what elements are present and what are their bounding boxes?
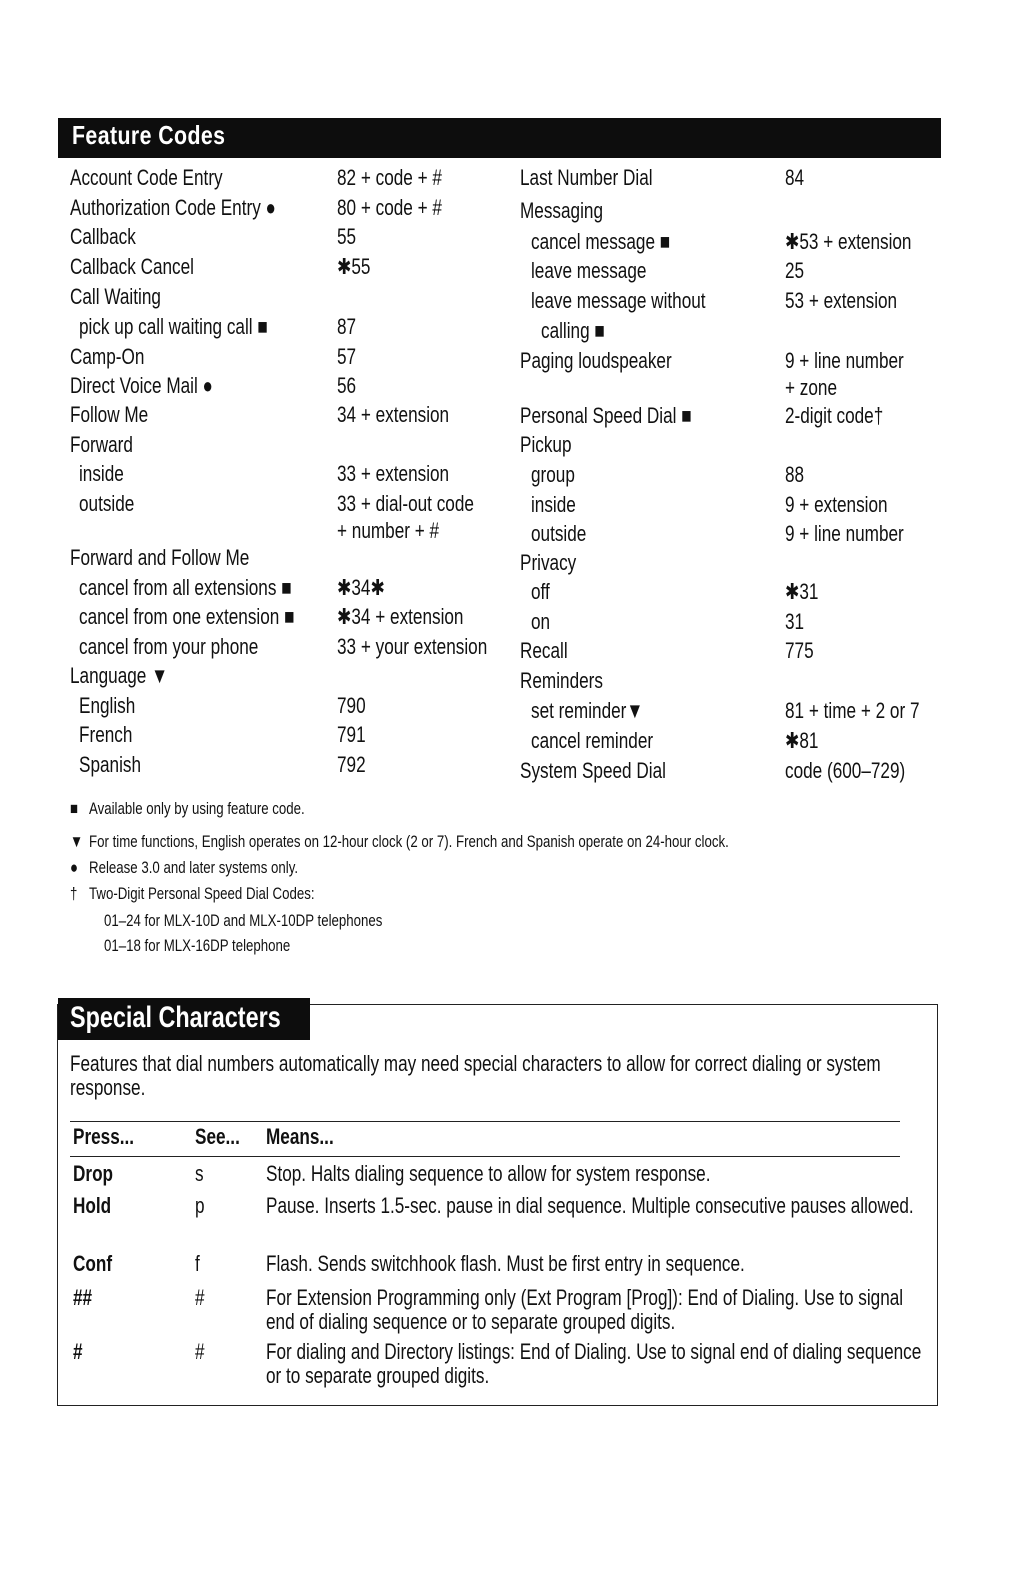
see-char: p: [195, 1193, 205, 1218]
see-char: #: [195, 1339, 205, 1364]
feature-code: 9 + extension: [785, 492, 888, 517]
meaning: Flash. Sends switchhook flash. Must be first entry in sequence.: [266, 1251, 745, 1276]
feature-code: ✱55: [337, 254, 371, 279]
meaning: For dialing and Directory listings: End of Dialing. Use to signal end of dialing sequence or to separate grouped digits.: [266, 1339, 922, 1388]
footnote-text: Available only by using feature code.: [89, 799, 305, 818]
special-characters-title: Special Characters: [70, 1001, 281, 1034]
footnote-mark: ●: [70, 858, 79, 877]
feature-label: Forward and Follow Me: [70, 545, 250, 570]
footnote-text: 01–24 for MLX-10D and MLX-10DP telephones: [104, 911, 383, 930]
feature-code: ✱34 + extension: [337, 604, 464, 629]
table-top-rule: [70, 1121, 900, 1122]
meaning: For Extension Programming only (Ext Program [Prog]): End of Dialing. Use to signal end of dialing sequence or to separate grouped digits.: [266, 1285, 904, 1334]
feature-label: set reminder▼: [531, 698, 644, 723]
feature-code: 31: [785, 609, 805, 634]
footnote-mark: ■: [70, 799, 79, 818]
feature-label: Reminders: [520, 668, 603, 693]
feature-label: cancel from all extensions ■: [79, 575, 292, 600]
feature-label: French: [79, 722, 133, 747]
feature-code: 81 + time + 2 or 7: [785, 698, 920, 723]
feature-code: 33 + your extension: [337, 634, 488, 659]
press-key: Hold: [73, 1193, 112, 1218]
feature-code: 9 + line number: [785, 521, 904, 546]
feature-code: 25: [785, 258, 805, 283]
feature-code: code (600–729): [785, 758, 906, 783]
feature-code: 87: [337, 314, 357, 339]
feature-code: 34 + extension: [337, 402, 450, 427]
feature-label: Recall: [520, 638, 568, 663]
feature-label: English: [79, 693, 136, 718]
feature-code: 775: [785, 638, 814, 663]
feature-label: Callback Cancel: [70, 254, 194, 279]
feature-label: Last Number Dial: [520, 165, 653, 190]
press-key: #: [73, 1339, 83, 1364]
column-header-see: See...: [195, 1124, 240, 1149]
feature-label: Callback: [70, 224, 136, 249]
feature-code: 84: [785, 165, 805, 190]
footnote-text: Release 3.0 and later systems only.: [89, 858, 299, 877]
feature-label: cancel message ■: [531, 229, 671, 254]
feature-code: 88: [785, 462, 805, 487]
footnote-text: For time functions, English operates on 12-hour clock (2 or 7). French and Spanish operate on 24-hour clock.: [89, 832, 729, 851]
footnote-mark: ▼: [70, 832, 84, 851]
press-key: Conf: [73, 1251, 113, 1276]
press-key: Drop: [73, 1161, 114, 1186]
feature-label: Account Code Entry: [70, 165, 223, 190]
feature-code: 57: [337, 344, 357, 369]
table-header-rule: [70, 1156, 900, 1157]
feature-label: Privacy: [520, 550, 577, 575]
feature-label: Messaging: [520, 198, 603, 223]
feature-code: 82 + code + #: [337, 165, 442, 190]
feature-codes-title: Feature Codes: [72, 120, 226, 150]
meaning: Stop. Halts dialing sequence to allow for system response.: [266, 1161, 711, 1186]
feature-code: 790: [337, 693, 366, 718]
feature-label: Direct Voice Mail ●: [70, 373, 213, 398]
see-char: f: [195, 1251, 200, 1276]
feature-code: 33 + dial-out code: [337, 491, 474, 516]
see-char: s: [195, 1161, 204, 1186]
feature-label: cancel from one extension ■: [79, 604, 295, 629]
feature-label: pick up call waiting call ■: [79, 314, 268, 339]
column-header-press: Press...: [73, 1124, 135, 1149]
feature-code: 33 + extension: [337, 461, 450, 486]
special-characters-intro: Features that dial numbers automatically may need special characters to allow for correct dialing or system response.: [70, 1051, 881, 1100]
see-char: #: [195, 1285, 205, 1310]
feature-label: System Speed Dial: [520, 758, 666, 783]
footnote-mark: †: [70, 884, 78, 903]
feature-label: Follow Me: [70, 402, 149, 427]
feature-code: 792: [337, 752, 366, 777]
feature-label: Personal Speed Dial ■: [520, 403, 692, 428]
feature-code: 80 + code + #: [337, 195, 442, 220]
feature-label: inside: [79, 461, 124, 486]
feature-label: cancel reminder: [531, 728, 654, 753]
feature-label: Call Waiting: [70, 284, 161, 309]
feature-label: Spanish: [79, 752, 142, 777]
feature-code: 791: [337, 722, 366, 747]
feature-code: 56: [337, 373, 357, 398]
press-key: ##: [73, 1285, 93, 1310]
feature-code: 9 + line number: [785, 348, 904, 373]
feature-label: inside: [531, 492, 576, 517]
feature-label: Language ▼: [70, 663, 169, 688]
column-header-means: Means...: [266, 1124, 334, 1149]
feature-code: 55: [337, 224, 357, 249]
feature-label: Authorization Code Entry ●: [70, 195, 276, 220]
feature-code: ✱34✱: [337, 575, 385, 600]
feature-code: 2-digit code†: [785, 403, 884, 428]
feature-label: Paging loudspeaker: [520, 348, 672, 373]
feature-code: ✱53 + extension: [785, 229, 912, 254]
feature-label: leave message without: [531, 288, 706, 313]
feature-code: + number + #: [337, 518, 440, 543]
footnote-text: 01–18 for MLX-16DP telephone: [104, 936, 291, 955]
footnote-text: Two-Digit Personal Speed Dial Codes:: [89, 884, 315, 903]
feature-label: cancel from your phone: [79, 634, 259, 659]
feature-code: 53 + extension: [785, 288, 898, 313]
feature-label: off: [531, 579, 550, 604]
feature-code: ✱31: [785, 579, 819, 604]
feature-label: calling ■: [541, 318, 605, 343]
feature-code: + zone: [785, 375, 838, 400]
feature-label: Forward: [70, 432, 133, 457]
meaning: Pause. Inserts 1.5-sec. pause in dial sequence. Multiple consecutive pauses allowed.: [266, 1193, 914, 1218]
feature-label: Camp-On: [70, 344, 145, 369]
feature-label: on: [531, 609, 551, 634]
feature-code: ✱81: [785, 728, 819, 753]
feature-label: outside: [531, 521, 587, 546]
feature-label: group: [531, 462, 575, 487]
feature-label: outside: [79, 491, 135, 516]
feature-label: leave message: [531, 258, 647, 283]
feature-label: Pickup: [520, 432, 572, 457]
